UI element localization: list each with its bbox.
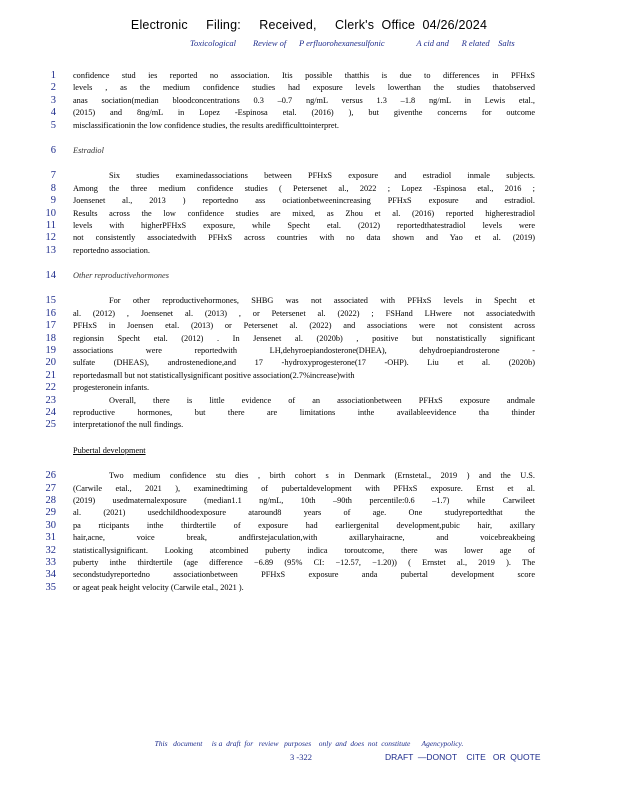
line-number: 11 [45,219,56,231]
line-text: reportedno association. [73,245,150,255]
line-text: Overall, there is little evidence of an associationbetween PFHxS exposure andmale [109,395,535,405]
line-text: interpretationof the null findings. [73,420,184,430]
line-19 [0,345,618,357]
line-10 [0,208,618,220]
line-number: 31 [45,532,56,544]
line-4 [0,107,618,119]
line-8 [0,183,618,195]
line-number: 14 [45,270,56,282]
line-number: 34 [45,569,56,581]
section-heading-estradiol: Estradiol [73,145,104,155]
line-number: 29 [45,507,56,519]
draft-notice: DRAFT —DONOT CITE OR QUOTE [385,752,541,762]
line-number: 18 [45,332,56,344]
line-text: (Carwile etal., 2021 ), examinedtiming of pubertaldevelopment with PFHxS exposure. Ernst et al. [73,483,535,493]
line-34 [0,569,618,581]
line-number: 16 [45,307,56,319]
line-30 [0,520,618,532]
line-25 [0,419,618,431]
line-text: (2019) usedmaternalexposure (median1.1 ng/mL, 10th –90th percentile:0.6 –1.7) while Carwileet [73,495,535,505]
line-28 [0,495,618,507]
line-29 [0,507,618,519]
line-17 [0,320,618,332]
line-text: statisticallysignificant. Looking atcombined puberty indica toroutcome, there was lower age of [73,545,535,555]
line-number: 27 [45,482,56,494]
line-number: 4 [50,107,56,119]
line-6 [0,145,618,157]
line-text: Joensenet al., 2013 ) reportedno ass ociationbetweenincreasing PFHxS exposure and estradiol. [73,196,535,206]
line-text: al. (2012) , Joensenet al. (2013) , or Petersenet al. (2022) ; FSHand LHwere not associatedwith [73,308,535,318]
line-text: regionsin Specht etal. (2012) . In Jensenet al. (2020b) , positive but nonstatistically significant [73,333,535,343]
line-text: not consistently associatedwith PFHxS across countries with no data shown and Yao et al. (2019) [73,233,535,243]
line-number: 17 [45,320,56,332]
line-3 [0,95,618,107]
line-text: Two medium confidence stu dies , birth cohort s in Denmark (Ernstetal., 2019 ) and the U.S. [109,471,535,481]
line-27 [0,483,618,495]
line-9 [0,195,618,207]
line-text: associations were reportedwith LH,dehyroepiandosterone(DHEA), dehydroepiandrosterone - [73,346,535,356]
draft-disclaimer: This document is a draft for review purposes only and does not constitute Agencypolicy. [154,739,464,748]
line-24 [0,407,618,419]
line-number: 28 [45,494,56,506]
line-number: 12 [45,232,56,244]
page-number: 3 -322 [290,752,312,762]
line-number: 3 [50,94,56,106]
line-13 [0,245,618,257]
line-text: levels with higherPFHxS exposure, while Specht etal. (2012) reportedthatestradiol levels were [73,220,535,230]
line-number: 26 [45,470,56,482]
line-text: Six studies examinedassociations between PFHxS exposure and estradiol inmale subjects. [109,171,535,181]
line-number: 2 [50,82,56,94]
line-text: al. (2021) usedchildhoodexposure ataround8 years of age. One studyreportedthat the [73,508,535,518]
line-text: Among the three medium confidence studies ( Petersenet al., 2022 ; Lopez -Espinosa etal., 2016 ; [73,183,535,193]
line-text: secondstudyreportedno associationbetween PFHxS exposure anda pubertal development score [73,570,535,580]
line-11 [0,220,618,232]
line-26 [0,470,618,482]
line-31 [0,532,618,544]
line-15 [0,295,618,307]
line-number: 9 [50,195,56,207]
line-text: reportedasmall but not statisticallysignificant positive association(2.7%increase)with [73,370,355,380]
line-number: 23 [45,394,56,406]
line-text: reproductive hormones, but there are limitations inthe availableevidence tha thinder [73,407,535,417]
line-number: 20 [45,357,56,369]
line-text: levels , as the medium confidence studies had exposure levels lowerthan the studies thatobserved [73,83,535,93]
line-number: 15 [45,295,56,307]
line-text: or ageat peak height velocity (Carwile etal., 2021 ). [73,582,244,592]
document-body [0,70,618,594]
section-heading-other-hormones: Other reproductivehormones [73,271,169,281]
line-text: misclassificationin the low confidence studies, the results aredifficulttointerpret. [73,120,339,130]
line-5 [0,120,618,132]
section-heading-pubertal-development: Pubertal development [73,445,146,455]
line-number: 22 [45,382,56,394]
line-text: (2015) and 8ng/mL in Lopez -Espinosa etal. (2016) ), but giventhe concerns for outcome [73,108,535,118]
line-32 [0,545,618,557]
line-text: puberty inthe thirdtertile (age difference −6.89 (95% CI: −12.57, −1.20)) ( Ernstet al., 2019 ). The [73,557,535,567]
line-16 [0,308,618,320]
line-number: 30 [45,519,56,531]
line-text: PFHxS in Joensen etal. (2013) or Petersenet al. (2022) and associations were not consistent across [73,321,535,331]
line-number: 5 [50,119,56,131]
line-number: 10 [45,207,56,219]
line-number: 13 [45,244,56,256]
running-title: Toxicological Review of P erfluorohexanesulfonic A cid and R elated Salts [190,38,515,48]
line-23 [0,395,618,407]
subheading-row [0,445,618,457]
line-number: 35 [45,581,56,593]
line-text: Results across the low confidence studies are mixed, as Zhou et al. (2016) reported higherestradiol [73,208,535,218]
line-number: 25 [45,419,56,431]
line-20 [0,357,618,369]
line-text: progesteronein infants. [73,383,150,393]
line-text: pa rticipants inthe thirdtertile of exposure had earliergenital development,pubic hair, axillary [73,520,535,530]
line-number: 7 [50,170,56,182]
line-number: 8 [50,182,56,194]
line-21 [0,370,618,382]
line-18 [0,333,618,345]
line-1 [0,70,618,82]
line-text: confidence stud ies reported no association. Itis possible thatthis is due to differences in PFHxS [73,71,535,80]
line-number: 33 [45,556,56,568]
line-14 [0,270,618,282]
line-33 [0,557,618,569]
line-12 [0,232,618,244]
line-22 [0,382,618,394]
line-35 [0,582,618,594]
line-number: 19 [45,345,56,357]
line-7 [0,170,618,182]
line-text: sulfate (DHEAS), androstenedione,and 17 -hydroxyprogesterone(17 -OHP). Liu et al. (2020b) [73,358,535,368]
line-number: 1 [50,70,56,81]
line-number: 6 [50,144,56,156]
line-number: 24 [45,406,56,418]
line-text: anas sociation(median bloodconcentrations 0.3 –0.7 ng/mL versus 1.3 –1.8 ng/mL in Lewis etal., [73,95,535,105]
line-text: For other reproductivehormones, SHBG was not associated with PFHxS levels in Specht et [109,296,535,306]
line-2 [0,82,618,94]
line-text: hair,acne, voice break, andfirstejaculation,with axillaryhairacne, and voicebreakbeing [73,533,535,543]
line-number: 32 [45,544,56,556]
filing-stamp: Electronic Filing: Received, Clerk's Office 04/26/2024 [130,18,488,32]
line-number: 21 [45,369,56,381]
